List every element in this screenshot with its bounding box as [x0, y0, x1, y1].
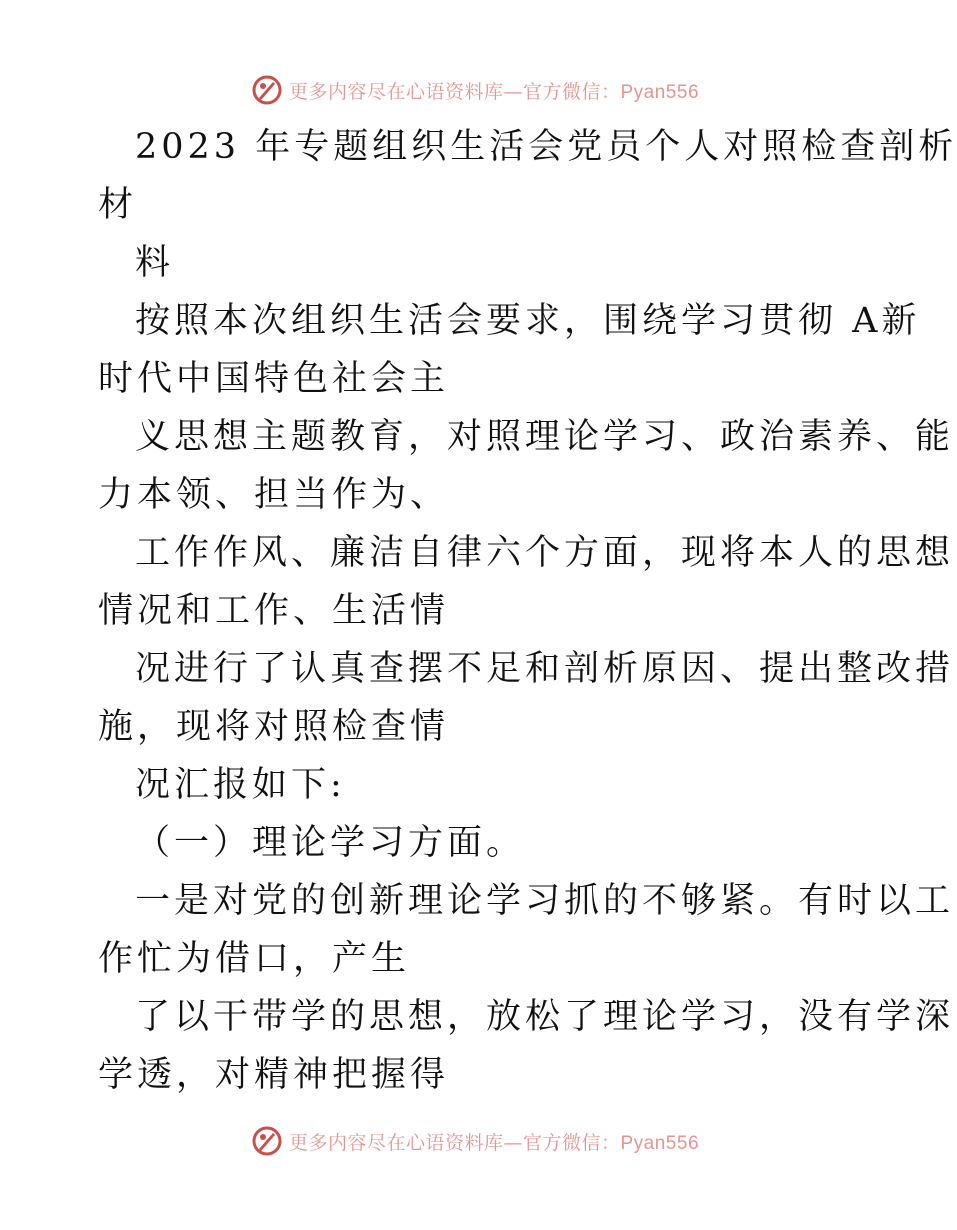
footer-watermark	[0, 1121, 950, 1161]
text-line: 2023 年专题组织生活会党员个人对照检查剖析	[135, 127, 957, 167]
quill-pen-logo-icon	[251, 1125, 283, 1157]
document-body	[98, 118, 957, 1104]
text-line: 时代中国特色社会主	[98, 359, 450, 399]
header-watermark	[0, 70, 950, 110]
text-line: 施，现将对照检查情	[98, 707, 450, 747]
text-line: 力本领、担当作为、	[98, 475, 450, 515]
quill-pen-logo-icon	[251, 74, 283, 106]
watermark-text: 更多内容尽在心语资料库—官方微信：Pyan556	[288, 80, 700, 103]
text-line: 情况和工作、生活情	[98, 591, 450, 631]
text-line: 材	[98, 185, 138, 225]
text-line: 况进行了认真查摆不足和剖析原因、提出整改措	[135, 649, 955, 689]
text-line: 况汇报如下:	[135, 765, 346, 805]
text-line: 一是对党的创新理论学习抓的不够紧。有时以工	[135, 881, 955, 921]
watermark-text: 更多内容尽在心语资料库—官方微信：Pyan556	[288, 1131, 700, 1154]
text-line: 作忙为借口，产生	[98, 939, 411, 979]
text-line: 料	[135, 243, 175, 283]
text-line: 按照本次组织生活会要求，围绕学习贯彻 A新	[135, 301, 921, 341]
text-line: 了以干带学的思想，放松了理论学习，没有学深	[135, 997, 955, 1037]
text-line: （一）理论学习方面。	[135, 823, 526, 863]
text-line: 工作作风、廉洁自律六个方面，现将本人的思想	[135, 533, 955, 573]
text-line: 义思想主题教育，对照理论学习、政治素养、能	[135, 417, 955, 457]
text-line: 学透，对精神把握得	[98, 1055, 450, 1095]
